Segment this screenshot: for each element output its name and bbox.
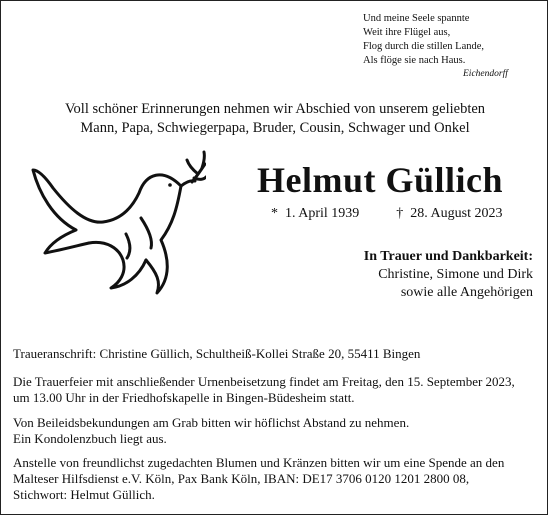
mourning-address [13, 346, 537, 362]
intro-line-1: Voll schöner Erinnerungen nehmen wir Abschied von unserem geliebten [64, 101, 486, 117]
donation-line: Malteser Hilfsdienst e.V. Köln, Pax Bank Köln, IBAN: DE17 3706 0120 1201 2800 08, [13, 471, 470, 486]
donation-paragraph [13, 455, 537, 503]
ceremony-line: Die Trauerfeier mit anschließender Urnenbeisetzung findet am Freitag, den 15. September 2023, [13, 374, 515, 389]
condolence-paragraph [13, 415, 537, 447]
poem [363, 12, 484, 68]
donation-line: Anstelle von freundlichst zugedachten Blumen und Kränzen bitten wir um eine Spende an den [13, 455, 505, 470]
birth-date: 1. April 1939 [285, 206, 360, 221]
poem-line: Und meine Seele spannte [363, 13, 470, 24]
donation-line: Stichwort: Helmut Güllich. [13, 487, 155, 502]
ceremony-line: um 13.00 Uhr in der Friedhofskapelle in Bingen-Büdesheim statt. [13, 390, 355, 405]
dove-with-olive-branch-icon [31, 148, 206, 298]
intro-line-2: Mann, Papa, Schwiegerpapa, Bruder, Cousin, Schwager und Onkel [80, 120, 470, 136]
poem-line: Weit ihre Flügel aus, [363, 27, 451, 38]
death-date: 28. August 2023 [410, 206, 503, 221]
address-line: Traueranschrift: Christine Güllich, Schultheiß-Kollei Straße 20, 55411 Bingen [13, 346, 421, 361]
birth-symbol: * [271, 206, 278, 221]
ceremony-paragraph [13, 374, 537, 406]
life-dates [271, 206, 502, 222]
death-symbol: † [396, 206, 404, 221]
mourners-others: sowie alle Angehörigen [400, 285, 533, 300]
mourners-heading: In Trauer und Dankbarkeit: [363, 249, 533, 264]
poem-line: Als flöge sie nach Haus. [363, 55, 466, 66]
condolence-line: Ein Kondolenzbuch liegt aus. [13, 431, 167, 446]
mourners-names: Christine, Simone und Dirk [378, 267, 533, 282]
poem-line: Flog durch die stillen Lande, [363, 41, 485, 52]
deceased-name: Helmut Güllich [257, 160, 504, 200]
poem-author: Eichendorff [463, 69, 508, 79]
condolence-line: Von Beileidsbekundungen am Grab bitten wir höflichst Abstand zu nehmen. [13, 415, 410, 430]
